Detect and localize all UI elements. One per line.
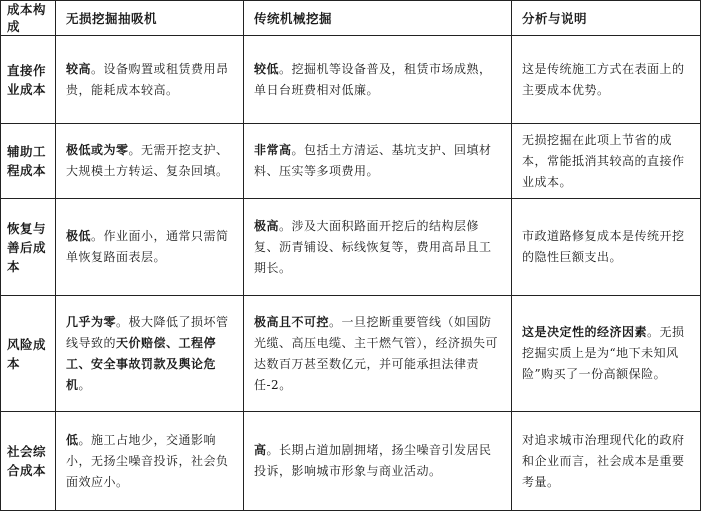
cell-bold-emphasis: 天价赔偿、工程停工、安全事故罚款及舆论危机: [66, 335, 217, 392]
cell-bold-label: 较高: [66, 61, 92, 76]
row-category: 辅助工程成本: [1, 124, 56, 199]
cell-vacuum: [56, 296, 244, 412]
cell-traditional: [244, 412, 512, 511]
cell-text: 。极大降低了损坏管线导致的: [66, 314, 229, 350]
cell-text: 对追求城市治理现代化的政府和企业而言，社会成本是重要考量。: [522, 432, 685, 489]
cell-text: 。作业面小，通常只需简单恢复路面表层。: [66, 229, 229, 264]
header-traditional-excavation: 传统机械挖掘: [244, 1, 512, 36]
row-category: 恢复与善后成本: [1, 199, 56, 296]
cell-vacuum: [56, 199, 244, 296]
row-category: 风险成本: [1, 296, 56, 412]
cell-text: 。长期占道加剧拥堵，扬尘噪音引发居民投诉，影响城市形象与商业活动。: [254, 443, 492, 478]
table-header-row: [1, 1, 701, 36]
table-row: [1, 296, 701, 412]
cell-bold-label: 极低或为零: [66, 143, 129, 157]
cell-text: 。涉及大面积路面开挖后的结构层修复、沥青铺设、标线恢复等，费用高昂且工期长。: [254, 218, 492, 275]
header-vacuum-excavator: 无损挖掘抽吸机: [56, 1, 244, 36]
cell-text: 。施工占地少，交通影响小，无扬尘噪音投诉，社会负面效应小。: [66, 432, 229, 489]
cell-bold-label: 这是决定性的经济因素: [522, 325, 648, 339]
cell-text: 。包括土方清运、基坑支护、回填材料、压实等多项费用。: [254, 143, 492, 178]
cell-text: 。无需开挖支护、大规模土方转运、复杂回填。: [66, 143, 229, 178]
cell-text: 。设备购置或租赁费用昂贵，能耗成本较高。: [66, 61, 229, 97]
cell-bold-label: 极高且不可控: [254, 314, 330, 329]
cell-vacuum: [56, 412, 244, 511]
cell-bold-label: 高: [254, 443, 267, 457]
cell-analysis: [512, 124, 701, 199]
cell-bold-label: 低: [66, 432, 79, 447]
cell-vacuum: [56, 124, 244, 199]
cell-text: 无损挖掘在此项上节省的成本，常能抵消其较高的直接作业成本。: [522, 132, 685, 189]
cell-vacuum: [56, 36, 244, 124]
cell-analysis: [512, 412, 701, 511]
table-row: [1, 36, 701, 124]
table-row: [1, 124, 701, 199]
cell-bold-label: 极高: [254, 218, 280, 233]
cell-text: 。无损挖掘实质上是为“地下未知风险”购买了一份高额保险。: [522, 325, 685, 381]
cell-analysis: [512, 296, 701, 412]
header-category: 成本构成: [1, 1, 56, 36]
cell-bold-label: 几乎为零: [66, 314, 117, 329]
row-category: 社会综合成本: [1, 412, 56, 511]
cell-traditional: [244, 199, 512, 296]
table-row: [1, 412, 701, 511]
cell-traditional: [244, 296, 512, 412]
header-analysis: 分析与说明: [512, 1, 701, 36]
cell-traditional: [244, 36, 512, 124]
cell-text: 。一旦挖断重要管线（如国防光缆、高压电缆、主干燃气管），经济损失可达数百万甚至数亿元，并可能承担法律责任-2。: [254, 314, 499, 392]
cell-bold-label: 较低: [254, 61, 280, 76]
cell-analysis: [512, 36, 701, 124]
cell-text: 这是传统施工方式在表面上的主要成本优势。: [522, 61, 685, 97]
cell-analysis: [512, 199, 701, 296]
cell-text: 。挖掘机等设备普及，租赁市场成熟，单日台班费相对低廉。: [254, 61, 492, 97]
cell-text: 市政道路修复成本是传统开挖的隐性巨额支出。: [522, 229, 685, 264]
row-category: 直接作业成本: [1, 36, 56, 124]
cell-text-end: 。: [78, 377, 92, 392]
cell-bold-label: 非常高: [254, 143, 292, 157]
cell-bold-label: 极低: [66, 229, 92, 243]
cell-traditional: [244, 124, 512, 199]
table-row: [1, 199, 701, 296]
